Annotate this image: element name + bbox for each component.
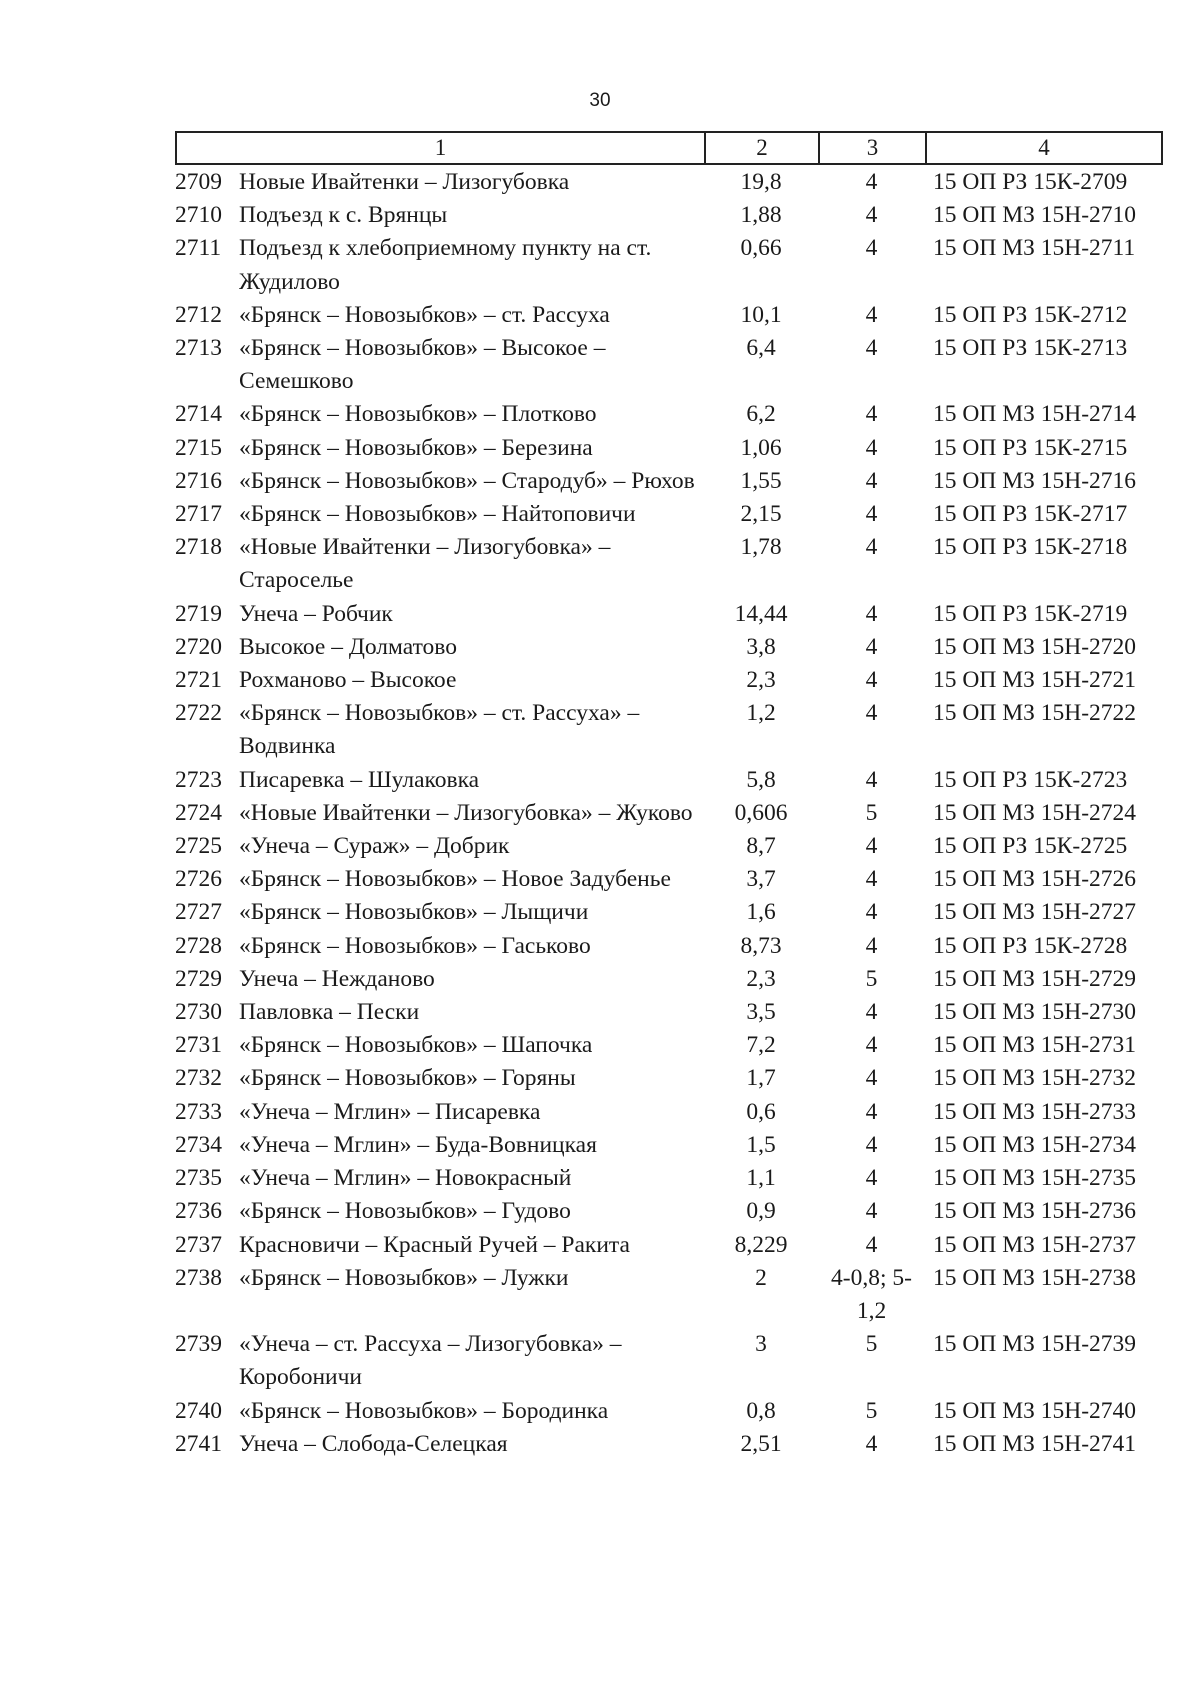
header-col-1: 1 bbox=[177, 133, 706, 163]
road-category: 4 bbox=[865, 534, 878, 561]
road-id-code: 15 ОП МЗ 15Н-2710 bbox=[933, 202, 1137, 229]
road-name: «Брянск – Новозыбков» – Найтоповичи bbox=[239, 501, 636, 528]
road-category: 4 bbox=[865, 169, 878, 195]
road-name: «Унеча – Сураж» – Добрик bbox=[239, 833, 510, 860]
road-name: «Брянск – Новозыбков» – Плотково bbox=[239, 401, 597, 428]
row-number: 2741 bbox=[175, 1430, 222, 1457]
header-col-2: 2 bbox=[706, 133, 820, 163]
road-category: 4 bbox=[865, 235, 878, 262]
road-id-code: 15 ОП МЗ 15Н-2741 bbox=[933, 1430, 1137, 1457]
row-number: 2735 bbox=[175, 1165, 222, 1192]
road-category: 4 bbox=[865, 1165, 878, 1192]
row-number: 2709 bbox=[175, 169, 222, 195]
road-name: «Брянск – Новозыбков» – Новое Задубенье bbox=[239, 866, 671, 893]
road-length: 1,7 bbox=[746, 1065, 776, 1092]
table-row bbox=[175, 863, 1175, 896]
table-row bbox=[175, 199, 1175, 232]
road-category: 4 bbox=[865, 434, 878, 461]
row-number: 2736 bbox=[175, 1198, 222, 1225]
road-length: 0,66 bbox=[740, 235, 782, 262]
table-row bbox=[175, 432, 1175, 465]
road-length: 6,4 bbox=[746, 335, 776, 362]
road-id-code: 15 ОП МЗ 15Н-2736 bbox=[933, 1198, 1137, 1225]
road-id-code: 15 ОП РЗ 15К-2723 bbox=[933, 766, 1128, 793]
road-name: Унеча – Нежданово bbox=[239, 965, 435, 992]
row-number: 2720 bbox=[175, 633, 222, 660]
road-id-code: 15 ОП РЗ 15К-2713 bbox=[933, 335, 1128, 362]
road-length: 2,15 bbox=[740, 501, 782, 528]
table-row bbox=[175, 996, 1175, 1029]
road-name: «Новые Ивайтенки – Лизогубовка» – Жуково bbox=[239, 799, 693, 826]
road-length: 3,7 bbox=[746, 866, 776, 893]
road-id-code: 15 ОП МЗ 15Н-2716 bbox=[933, 467, 1137, 494]
table-row bbox=[175, 1195, 1175, 1228]
table-row bbox=[175, 1162, 1175, 1195]
road-id-code: 15 ОП МЗ 15Н-2726 bbox=[933, 866, 1137, 893]
road-id-code: 15 ОП МЗ 15Н-2733 bbox=[933, 1098, 1137, 1125]
road-length: 5,8 bbox=[746, 766, 776, 793]
road-category: 4 bbox=[865, 833, 878, 860]
table-row bbox=[175, 1029, 1175, 1062]
road-name: «Брянск – Новозыбков» – Шапочка bbox=[239, 1032, 593, 1059]
table-row bbox=[175, 232, 1175, 298]
table-row bbox=[175, 631, 1175, 664]
road-id-code: 15 ОП РЗ 15К-2709 bbox=[933, 169, 1128, 195]
table-row bbox=[175, 398, 1175, 431]
road-category: 4 bbox=[865, 1430, 878, 1457]
road-length: 2,3 bbox=[746, 667, 776, 694]
road-id-code: 15 ОП МЗ 15Н-2739 bbox=[933, 1331, 1137, 1358]
road-name: «Брянск – Новозыбков» – Стародуб» – Рюхов bbox=[239, 467, 695, 494]
page-number: 30 bbox=[589, 90, 611, 111]
road-name: Павловка – Пески bbox=[239, 999, 420, 1026]
road-category: 4 bbox=[865, 700, 878, 727]
road-category: 4 bbox=[865, 202, 878, 229]
table-row bbox=[175, 332, 1175, 398]
road-name: «Брянск – Новозыбков» – Бородинка bbox=[239, 1397, 609, 1424]
road-name: «Унеча – Мглин» – Буда-Вовницкая bbox=[239, 1131, 597, 1158]
road-id-code: 15 ОП МЗ 15Н-2738 bbox=[933, 1264, 1137, 1291]
row-number: 2733 bbox=[175, 1098, 222, 1125]
road-name: «Новые Ивайтенки – Лизогубовка» – Староселье bbox=[239, 534, 611, 594]
road-category: 4 bbox=[865, 932, 878, 959]
road-length: 8,73 bbox=[740, 932, 782, 959]
row-number: 2713 bbox=[175, 335, 222, 362]
row-number: 2737 bbox=[175, 1231, 222, 1258]
road-category: 4 bbox=[865, 866, 878, 893]
road-length: 1,78 bbox=[740, 534, 782, 561]
road-name: «Унеча – Мглин» – Писаревка bbox=[239, 1098, 541, 1125]
road-category: 4 bbox=[865, 1032, 878, 1059]
road-category: 4 bbox=[865, 1098, 878, 1125]
row-number: 2729 bbox=[175, 965, 222, 992]
row-number: 2725 bbox=[175, 833, 222, 860]
table-row bbox=[175, 299, 1175, 332]
road-length: 8,229 bbox=[734, 1231, 788, 1258]
table-row bbox=[175, 465, 1175, 498]
row-number: 2727 bbox=[175, 899, 222, 926]
row-number: 2717 bbox=[175, 501, 222, 528]
row-number: 2714 bbox=[175, 401, 222, 428]
road-category: 4 bbox=[865, 999, 878, 1026]
road-name: «Унеча – Мглин» – Новокрасный bbox=[239, 1165, 572, 1192]
road-name: Высокое – Долматово bbox=[239, 633, 457, 660]
road-name: «Брянск – Новозыбков» – ст. Рассуха bbox=[239, 301, 610, 328]
road-id-code: 15 ОП РЗ 15К-2725 bbox=[933, 833, 1128, 860]
road-name: Унеча – Робчик bbox=[239, 600, 393, 627]
road-id-code: 15 ОП МЗ 15Н-2711 bbox=[933, 235, 1136, 262]
table-row bbox=[175, 1328, 1175, 1394]
road-id-code: 15 ОП РЗ 15К-2719 bbox=[933, 600, 1128, 627]
row-number: 2739 bbox=[175, 1331, 222, 1358]
row-number: 2738 bbox=[175, 1264, 222, 1291]
row-number: 2710 bbox=[175, 202, 222, 229]
road-name: «Брянск – Новозыбков» – Березина bbox=[239, 434, 593, 461]
road-category: 4 bbox=[865, 1065, 878, 1092]
row-number: 2723 bbox=[175, 766, 222, 793]
road-length: 1,88 bbox=[740, 202, 782, 229]
row-number: 2719 bbox=[175, 600, 222, 627]
road-length: 10,1 bbox=[740, 301, 782, 328]
row-number: 2726 bbox=[175, 866, 222, 893]
road-id-code: 15 ОП МЗ 15Н-2732 bbox=[933, 1065, 1137, 1092]
table-row bbox=[175, 896, 1175, 929]
road-category: 4 bbox=[865, 633, 878, 660]
road-id-code: 15 ОП МЗ 15Н-2714 bbox=[933, 401, 1137, 428]
row-number: 2724 bbox=[175, 799, 222, 826]
road-length: 0,9 bbox=[746, 1198, 776, 1225]
road-id-code: 15 ОП МЗ 15Н-2722 bbox=[933, 700, 1137, 727]
table-row bbox=[175, 1262, 1175, 1328]
road-name: «Брянск – Новозыбков» – ст. Рассуха» – Водвинка bbox=[239, 700, 640, 760]
row-number: 2715 bbox=[175, 434, 222, 461]
table-row bbox=[175, 531, 1175, 597]
road-length: 0,6 bbox=[746, 1098, 776, 1125]
road-name: Рохманово – Высокое bbox=[239, 667, 457, 694]
table-row bbox=[175, 1229, 1175, 1262]
road-id-code: 15 ОП МЗ 15Н-2737 bbox=[933, 1231, 1137, 1258]
table-row bbox=[175, 1129, 1175, 1162]
road-id-code: 15 ОП РЗ 15К-2718 bbox=[933, 534, 1128, 561]
road-name: Подъезд к хлебоприемному пункту на ст. Жудилово bbox=[239, 235, 652, 295]
road-length: 1,1 bbox=[746, 1165, 776, 1192]
road-name: Красновичи – Красный Ручей – Ракита bbox=[239, 1231, 630, 1258]
road-name: «Брянск – Новозыбков» – Лыщичи bbox=[239, 899, 589, 926]
road-category: 4 bbox=[865, 600, 878, 627]
road-category: 5 bbox=[865, 965, 878, 992]
road-id-code: 15 ОП МЗ 15Н-2724 bbox=[933, 799, 1137, 826]
road-length: 14,44 bbox=[734, 600, 788, 627]
road-name: «Брянск – Новозыбков» – Гаськово bbox=[239, 932, 591, 959]
road-length: 6,2 bbox=[746, 401, 776, 428]
row-number: 2728 bbox=[175, 932, 222, 959]
road-length: 0,606 bbox=[734, 799, 788, 826]
row-number: 2716 bbox=[175, 467, 222, 494]
row-number: 2731 bbox=[175, 1032, 222, 1059]
road-length: 1,06 bbox=[740, 434, 782, 461]
road-length: 7,2 bbox=[746, 1032, 776, 1059]
road-category: 4 bbox=[865, 1198, 878, 1225]
table-row bbox=[175, 664, 1175, 697]
table-row bbox=[175, 598, 1175, 631]
road-name: «Брянск – Новозыбков» – Гудово bbox=[239, 1198, 571, 1225]
road-id-code: 15 ОП РЗ 15К-2717 bbox=[933, 501, 1128, 528]
table-row bbox=[175, 1096, 1175, 1129]
header-col-4: 4 bbox=[1038, 135, 1050, 160]
road-id-code: 15 ОП РЗ 15К-2728 bbox=[933, 932, 1128, 959]
road-length: 3,8 bbox=[746, 633, 776, 660]
road-category: 4 bbox=[865, 301, 878, 328]
road-category: 5 bbox=[865, 799, 878, 826]
road-length: 3,5 bbox=[746, 999, 776, 1026]
table-row bbox=[175, 697, 1175, 763]
road-id-code: 15 ОП МЗ 15Н-2720 bbox=[933, 633, 1137, 660]
row-number: 2722 bbox=[175, 700, 222, 727]
road-id-code: 15 ОП МЗ 15Н-2727 bbox=[933, 899, 1137, 926]
row-number: 2712 bbox=[175, 301, 222, 328]
table-row bbox=[175, 1062, 1175, 1095]
road-name: Писаревка – Шулаковка bbox=[239, 766, 480, 793]
table-body bbox=[175, 166, 1175, 1461]
road-category: 4 bbox=[865, 401, 878, 428]
road-length: 1,55 bbox=[740, 467, 782, 494]
row-number: 2730 bbox=[175, 999, 222, 1026]
road-length: 19,8 bbox=[740, 169, 782, 195]
road-length: 0,8 bbox=[746, 1397, 776, 1424]
road-name: Подъезд к с. Врянцы bbox=[239, 202, 448, 229]
road-name: Новые Ивайтенки – Лизогубовка bbox=[239, 169, 570, 195]
road-length: 1,6 bbox=[746, 899, 776, 926]
table-row bbox=[175, 1395, 1175, 1428]
road-category: 4 bbox=[865, 899, 878, 926]
road-id-code: 15 ОП МЗ 15Н-2735 bbox=[933, 1165, 1137, 1192]
road-length: 2,3 bbox=[746, 965, 776, 992]
road-length: 1,5 bbox=[746, 1131, 776, 1158]
road-name: «Брянск – Новозыбков» – Лужки bbox=[239, 1264, 569, 1291]
table-row bbox=[175, 498, 1175, 531]
road-length: 2 bbox=[755, 1264, 767, 1291]
road-name: «Унеча – ст. Рассуха – Лизогубовка» – Коробоничи bbox=[239, 1331, 622, 1391]
row-number: 2734 bbox=[175, 1131, 222, 1158]
table-row bbox=[175, 830, 1175, 863]
row-number: 2721 bbox=[175, 667, 222, 694]
road-id-code: 15 ОП РЗ 15К-2715 bbox=[933, 434, 1128, 461]
table-row bbox=[175, 930, 1175, 963]
road-id-code: 15 ОП РЗ 15К-2712 bbox=[933, 301, 1128, 328]
table-header bbox=[175, 131, 1163, 165]
road-id-code: 15 ОП МЗ 15Н-2730 bbox=[933, 999, 1137, 1026]
road-length: 3 bbox=[755, 1331, 767, 1358]
table-row bbox=[175, 166, 1175, 199]
road-name: «Брянск – Новозыбков» – Горяны bbox=[239, 1065, 576, 1092]
road-name: «Брянск – Новозыбков» – Высокое – Семешково bbox=[239, 335, 606, 395]
road-category: 4 bbox=[865, 667, 878, 694]
road-id-code: 15 ОП МЗ 15Н-2740 bbox=[933, 1397, 1137, 1424]
road-length: 2,51 bbox=[740, 1430, 782, 1457]
road-length: 8,7 bbox=[746, 833, 776, 860]
road-category: 4-0,8; 5-1,2 bbox=[831, 1264, 912, 1324]
row-number: 2711 bbox=[175, 235, 222, 262]
table-row bbox=[175, 1428, 1175, 1461]
road-category: 5 bbox=[865, 1331, 878, 1358]
road-id-code: 15 ОП МЗ 15Н-2721 bbox=[933, 667, 1137, 694]
road-id-code: 15 ОП МЗ 15Н-2729 bbox=[933, 965, 1137, 992]
table-row bbox=[175, 764, 1175, 797]
road-name: Унеча – Слобода-Селецкая bbox=[239, 1430, 508, 1457]
road-length: 1,2 bbox=[746, 700, 776, 727]
road-id-code: 15 ОП МЗ 15Н-2734 bbox=[933, 1131, 1137, 1158]
road-category: 4 bbox=[865, 766, 878, 793]
road-category: 4 bbox=[865, 467, 878, 494]
row-number: 2718 bbox=[175, 534, 222, 561]
road-category: 4 bbox=[865, 501, 878, 528]
header-col-3: 3 bbox=[820, 133, 927, 163]
table-row bbox=[175, 797, 1175, 830]
row-number: 2732 bbox=[175, 1065, 222, 1092]
road-category: 5 bbox=[865, 1397, 878, 1424]
row-number: 2740 bbox=[175, 1397, 222, 1424]
road-category: 4 bbox=[865, 1231, 878, 1258]
road-id-code: 15 ОП МЗ 15Н-2731 bbox=[933, 1032, 1137, 1059]
road-category: 4 bbox=[865, 335, 878, 362]
road-category: 4 bbox=[865, 1131, 878, 1158]
table-row bbox=[175, 963, 1175, 996]
